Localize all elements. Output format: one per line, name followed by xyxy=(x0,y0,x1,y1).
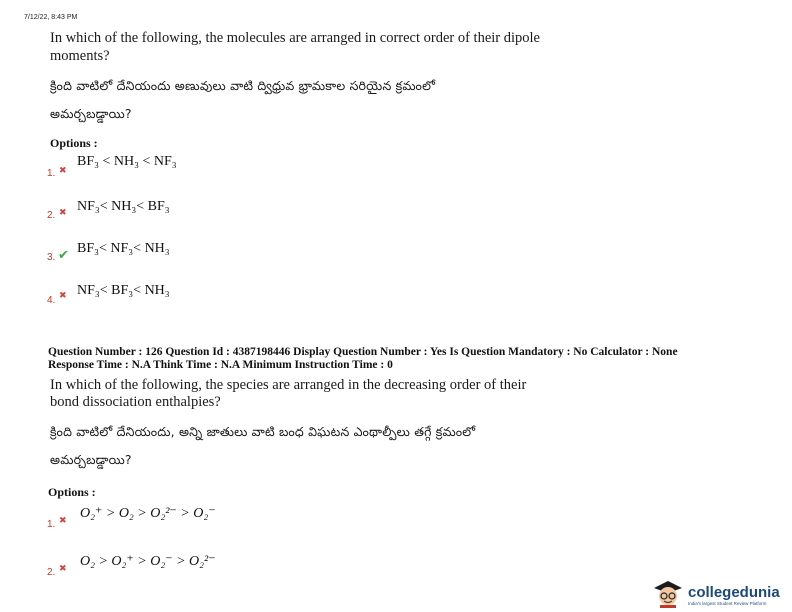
option-formula: O₂ > O₂⁺ > O₂⁻ > O₂²⁻ xyxy=(80,554,216,569)
q2-english-line-2: bond dissociation enthalpies? xyxy=(50,394,221,410)
q2-telugu-line-2: అమర్చబడ్డాయి? xyxy=(50,452,132,467)
option-number: 4. xyxy=(47,295,56,306)
option-formula: O₂⁺ > O₂ > O₂²⁻ > O₂⁻ xyxy=(80,506,216,521)
q1-telugu-line-1: క్రింది వాటిలో దేనియందు అణువులు వాటి ద్విధ్రువ భ్రామకాల సరియైన క్రమంలో xyxy=(50,78,436,93)
wrong-mark-icon: ✖ xyxy=(59,564,67,574)
option-formula: NF₃< BF₃< NH₃ xyxy=(77,283,170,298)
q1-english-line-2: moments? xyxy=(50,48,110,64)
wrong-mark-icon: ✖ xyxy=(59,291,67,301)
logo-tagline: India's largest Student Review Platform xyxy=(688,601,767,606)
logo-wordmark: collegedunia xyxy=(688,584,780,601)
q1-english-line-1: In which of the following, the molecules are arranged in correct order of their dipole xyxy=(50,30,540,46)
q1-telugu-line-2: అమర్చబడ్డాయి? xyxy=(50,106,132,121)
option-number: 1. xyxy=(47,519,56,530)
option-formula: BF₃< NF₃< NH₃ xyxy=(77,241,170,256)
option-number: 2. xyxy=(47,567,56,578)
wrong-mark-icon: ✖ xyxy=(59,208,67,218)
q2-meta-line-1: Question Number : 126 Question Id : 4387198446 Display Question Number : Yes Is Question Mandatory : No Calculator : None xyxy=(48,346,678,358)
wrong-mark-icon: ✖ xyxy=(59,516,67,526)
q2-meta-line-2: Response Time : N.A Think Time : N.A Minimum Instruction Time : 0 xyxy=(48,359,393,371)
option-formula: BF₃ < NH₃ < NF₃ xyxy=(77,154,177,169)
q1-options-label: Options : xyxy=(50,136,98,150)
mascot-icon xyxy=(650,578,686,608)
q2-telugu-line-1: క్రింది వాటిలో దేనియందు, అన్ని జాతులు వాటి బంధ విఘటన ఎంథాల్పీలు తగ్గే క్రమంలో xyxy=(50,424,476,439)
q2-english-line-1: In which of the following, the species are arranged in the decreasing order of their xyxy=(50,377,527,393)
print-timestamp: 7/12/22, 8:43 PM xyxy=(24,14,78,21)
option-number: 3. xyxy=(47,252,56,263)
correct-mark-icon: ✔ xyxy=(58,248,69,263)
option-formula: NF₃< NH₃< BF₃ xyxy=(77,199,170,214)
q2-options-label: Options : xyxy=(48,485,96,499)
option-number: 2. xyxy=(47,210,56,221)
option-number: 1. xyxy=(47,168,56,179)
wrong-mark-icon: ✖ xyxy=(59,166,67,176)
collegedunia-logo xyxy=(650,578,790,608)
